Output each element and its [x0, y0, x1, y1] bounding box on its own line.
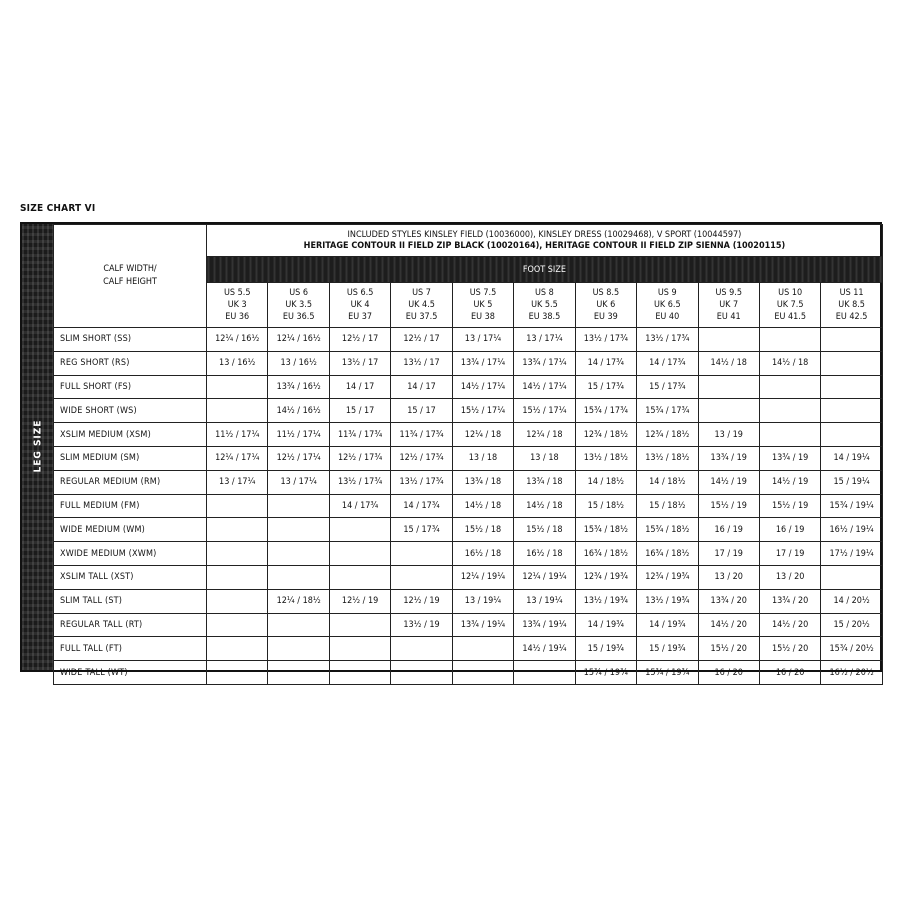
table-cell: 13 / 20: [698, 565, 759, 589]
table-cell: 12½ / 17: [329, 328, 390, 352]
table-cell: 15¾ / 17¾: [637, 399, 698, 423]
table-cell: 14½ / 19: [759, 470, 820, 494]
foot-size-column-header: [514, 283, 575, 328]
table-cell: 12¼ / 18: [514, 423, 575, 447]
table-row: [54, 375, 883, 399]
table-cell: [329, 565, 390, 589]
table-cell: 11½ / 17¼: [207, 423, 268, 447]
foot-size-column-header: [759, 283, 820, 328]
table-cell: 13 / 17¼: [268, 470, 329, 494]
table-cell: 13¾ / 19¼: [452, 613, 513, 637]
table-cell: [329, 542, 390, 566]
table-cell: 14 / 17: [329, 375, 390, 399]
table-cell: 14½ / 20: [698, 613, 759, 637]
foot-size-us: US 5.5: [223, 288, 251, 298]
table-cell: 15 / 19¾: [637, 637, 698, 661]
table-cell: 12½ / 19: [391, 589, 452, 613]
table-cell: 14½ / 20: [759, 613, 820, 637]
table-row: [54, 637, 883, 661]
table-row: [54, 589, 883, 613]
table-cell: 14 / 19¾: [575, 613, 636, 637]
table-cell: 15 / 17¾: [575, 375, 636, 399]
calf-size-label: REGULAR TALL (RT): [54, 613, 207, 637]
table-cell: [207, 375, 268, 399]
table-cell: 13 / 19¼: [452, 589, 513, 613]
foot-size-uk: UK 6: [596, 300, 616, 310]
table-cell: 13 / 16½: [207, 351, 268, 375]
table-cell: 12¼ / 18½: [268, 589, 329, 613]
table-cell: [759, 328, 820, 352]
table-cell: [698, 375, 759, 399]
table-cell: 15 / 17¾: [637, 375, 698, 399]
table-cell: [329, 613, 390, 637]
foot-size-uk: UK 6.5: [653, 300, 681, 310]
foot-size-eu: EU 36.5: [282, 312, 315, 322]
table-cell: 13½ / 18½: [637, 446, 698, 470]
table-cell: [391, 661, 452, 685]
table-cell: [268, 637, 329, 661]
table-cell: 13¾ / 17¼: [514, 351, 575, 375]
table-cell: [268, 542, 329, 566]
table-row: [54, 565, 883, 589]
table-cell: [821, 399, 883, 423]
table-cell: 14 / 18½: [575, 470, 636, 494]
table-cell: 17 / 19: [698, 542, 759, 566]
table-cell: 15½ / 20: [759, 637, 820, 661]
table-cell: 12½ / 17¾: [391, 446, 452, 470]
table-cell: [329, 518, 390, 542]
table-cell: 15 / 17: [329, 399, 390, 423]
table-cell: 13½ / 19¾: [637, 589, 698, 613]
foot-size-us: US 7: [412, 288, 431, 298]
foot-size-column-header: [329, 283, 390, 328]
table-cell: 16½ / 19¼: [821, 518, 883, 542]
table-cell: 14 / 17: [391, 375, 452, 399]
leg-size-band: [22, 224, 53, 670]
foot-size-column-header: [268, 283, 329, 328]
calf-size-label: REG SHORT (RS): [54, 351, 207, 375]
table-cell: [759, 399, 820, 423]
table-cell: 12¾ / 18½: [637, 423, 698, 447]
table-cell: 13½ / 17¾: [637, 328, 698, 352]
table-cell: 14 / 20½: [821, 589, 883, 613]
table-cell: 15¾ / 18½: [637, 518, 698, 542]
table-cell: 13¾ / 18: [514, 470, 575, 494]
foot-size-eu: EU 40: [655, 312, 680, 322]
table-cell: 15½ / 17¼: [514, 399, 575, 423]
table-cell: 14½ / 19¼: [514, 637, 575, 661]
foot-size-eu: EU 39: [593, 312, 618, 322]
table-row: [54, 423, 883, 447]
table-cell: 11½ / 17¼: [268, 423, 329, 447]
table-cell: 15 / 19¾: [575, 637, 636, 661]
included-styles-line2: HERITAGE CONTOUR II FIELD ZIP BLACK (10020164), HERITAGE CONTOUR II FIELD ZIP SIENNA (10020115): [303, 240, 786, 251]
table-cell: 15½ / 18: [514, 518, 575, 542]
table-cell: [268, 613, 329, 637]
calf-header: [54, 225, 207, 328]
calf-size-label: XSLIM TALL (XST): [54, 565, 207, 589]
table-cell: 12½ / 17¾: [329, 446, 390, 470]
table-cell: [391, 637, 452, 661]
table-cell: 16¾ / 18½: [637, 542, 698, 566]
table-row: [54, 351, 883, 375]
table-cell: [268, 661, 329, 685]
table-cell: [452, 637, 513, 661]
table-cell: 14 / 18½: [637, 470, 698, 494]
foot-size-column-header: [575, 283, 636, 328]
foot-size-us: US 11: [839, 288, 864, 298]
table-cell: 12¼ / 19¼: [514, 565, 575, 589]
table-cell: 12¼ / 16½: [268, 328, 329, 352]
table-cell: 14 / 17¾: [637, 351, 698, 375]
leg-size-label: LEG SIZE: [32, 419, 43, 473]
foot-size-eu: EU 38: [471, 312, 495, 322]
foot-size-us: US 8: [535, 288, 554, 298]
table-cell: 13 / 17¼: [452, 328, 513, 352]
table-row: [54, 613, 883, 637]
table-cell: [329, 637, 390, 661]
table-cell: [207, 542, 268, 566]
calf-size-label: REGULAR MEDIUM (RM): [54, 470, 207, 494]
calf-header-line1: CALF WIDTH/: [103, 264, 157, 274]
table-cell: 15 / 20½: [821, 613, 883, 637]
table-cell: 12¼ / 18: [452, 423, 513, 447]
foot-size-us: US 9: [657, 288, 677, 298]
table-cell: [821, 328, 883, 352]
foot-size-us: US 9.5: [715, 288, 742, 298]
table-cell: 15 / 17¾: [391, 518, 452, 542]
table-cell: 14 / 17¾: [575, 351, 636, 375]
table-row: [54, 446, 883, 470]
table-cell: 13 / 18: [514, 446, 575, 470]
table-cell: 14½ / 18: [759, 351, 820, 375]
table-cell: 13 / 19: [698, 423, 759, 447]
table-cell: 15¾ / 17¾: [575, 399, 636, 423]
table-cell: 13¾ / 19: [698, 446, 759, 470]
table-cell: 13½ / 17: [329, 351, 390, 375]
table-cell: 13 / 20: [759, 565, 820, 589]
foot-size-us: US 10: [778, 288, 803, 298]
table-row: [54, 328, 883, 352]
foot-size-header: FOOT SIZE: [207, 257, 883, 283]
foot-size-column-header: [391, 283, 452, 328]
included-styles-line1: INCLUDED STYLES KINSLEY FIELD (10036000), KINSLEY DRESS (10029468), V SPORT (10044597): [347, 229, 742, 240]
foot-size-uk: UK 4.5: [408, 300, 435, 310]
table-cell: 12¾ / 19¾: [637, 565, 698, 589]
table-cell: [514, 661, 575, 685]
table-cell: 15½ / 19: [759, 494, 820, 518]
table-cell: 12½ / 17¼: [268, 446, 329, 470]
foot-size-uk: UK 5: [473, 300, 493, 310]
calf-size-label: WIDE MEDIUM (WM): [54, 518, 207, 542]
size-chart-frame: [20, 222, 882, 678]
table-cell: 13½ / 19¾: [575, 589, 636, 613]
table-cell: 13¾ / 18: [452, 470, 513, 494]
table-cell: 14½ / 17¼: [514, 375, 575, 399]
foot-size-column-header: [637, 283, 698, 328]
table-cell: 16 / 19: [759, 518, 820, 542]
calf-size-label: SLIM TALL (ST): [54, 589, 207, 613]
table-cell: 13 / 17¼: [514, 328, 575, 352]
table-cell: 11¾ / 17¾: [391, 423, 452, 447]
table-cell: 15 / 18½: [637, 494, 698, 518]
table-cell: 13½ / 17¾: [329, 470, 390, 494]
table-cell: [207, 637, 268, 661]
calf-size-label: SLIM MEDIUM (SM): [54, 446, 207, 470]
table-cell: 12½ / 17: [391, 328, 452, 352]
calf-size-label: XSLIM MEDIUM (XSM): [54, 423, 207, 447]
table-cell: [268, 565, 329, 589]
table-cell: 13½ / 19: [391, 613, 452, 637]
included-styles: [207, 225, 883, 257]
table-cell: 13¾ / 20: [698, 589, 759, 613]
foot-size-uk: UK 7.5: [776, 300, 804, 310]
foot-size-uk: UK 5.5: [531, 300, 558, 310]
table-cell: 13½ / 17: [391, 351, 452, 375]
table-cell: 12¾ / 19¾: [575, 565, 636, 589]
table-cell: 13¾ / 19¼: [514, 613, 575, 637]
foot-size-eu: EU 41: [716, 312, 741, 322]
table-cell: 16½ / 18: [452, 542, 513, 566]
table-cell: 13 / 19¼: [514, 589, 575, 613]
foot-size-eu: EU 36: [225, 312, 250, 322]
table-cell: 14½ / 16½: [268, 399, 329, 423]
table-cell: 17½ / 19¼: [821, 542, 883, 566]
table-cell: 11¾ / 17¾: [329, 423, 390, 447]
table-cell: 13¾ / 19: [759, 446, 820, 470]
calf-size-label: WIDE SHORT (WS): [54, 399, 207, 423]
table-cell: [391, 565, 452, 589]
foot-size-uk: UK 7: [719, 300, 739, 310]
table-row: [54, 470, 883, 494]
table-cell: 14 / 17¾: [329, 494, 390, 518]
table-row: [54, 542, 883, 566]
foot-size-column-header: [821, 283, 883, 328]
foot-size-eu: EU 42.5: [835, 312, 868, 322]
table-cell: [452, 661, 513, 685]
calf-size-label: WIDE TALL (WT): [54, 661, 207, 685]
table-cell: [207, 494, 268, 518]
table-row: [54, 399, 883, 423]
foot-size-uk: UK 4: [350, 300, 370, 310]
foot-size-column-header: [452, 283, 513, 328]
table-cell: 13 / 17¼: [207, 470, 268, 494]
foot-size-uk: UK 3.5: [285, 300, 312, 310]
table-cell: 16½ / 18: [514, 542, 575, 566]
table-cell: 15½ / 18: [452, 518, 513, 542]
table-cell: [207, 518, 268, 542]
chart-title: SIZE CHART VI: [20, 203, 96, 214]
table-cell: [268, 518, 329, 542]
table-cell: [391, 542, 452, 566]
table-cell: 13¾ / 20: [759, 589, 820, 613]
table-cell: 12¼ / 17¼: [207, 446, 268, 470]
table-cell: 13½ / 17¾: [575, 328, 636, 352]
table-cell: [268, 494, 329, 518]
table-cell: 13 / 18: [452, 446, 513, 470]
calf-size-label: FULL TALL (FT): [54, 637, 207, 661]
table-cell: 16 / 20: [759, 661, 820, 685]
calf-size-label: XWIDE MEDIUM (XWM): [54, 542, 207, 566]
table-cell: 13 / 16½: [268, 351, 329, 375]
calf-size-label: FULL MEDIUM (FM): [54, 494, 207, 518]
table-cell: 16 / 19: [698, 518, 759, 542]
table-cell: [821, 423, 883, 447]
foot-size-us: US 6: [289, 288, 309, 298]
table-cell: 15 / 18½: [575, 494, 636, 518]
table-row: [54, 494, 883, 518]
table-cell: [821, 375, 883, 399]
foot-size-eu: EU 38.5: [528, 312, 561, 322]
table-cell: [207, 565, 268, 589]
table-cell: 16½ / 20½: [821, 661, 883, 685]
foot-size-uk: UK 8.5: [838, 300, 865, 310]
foot-size-us: US 6.5: [346, 288, 374, 298]
table-cell: 14½ / 19: [698, 470, 759, 494]
table-cell: 12¼ / 16½: [207, 328, 268, 352]
foot-size-eu: EU 41.5: [774, 312, 806, 322]
table-cell: 16¾ / 18½: [575, 542, 636, 566]
foot-size-column-header: [207, 283, 268, 328]
table-cell: 12¼ / 19¼: [452, 565, 513, 589]
table-cell: 15¾ / 19¼: [821, 494, 883, 518]
table-cell: 12¾ / 18½: [575, 423, 636, 447]
table-cell: 15½ / 20: [698, 637, 759, 661]
size-chart-table: [53, 224, 883, 685]
table-cell: [698, 399, 759, 423]
table-cell: 15¾ / 18½: [575, 518, 636, 542]
foot-size-eu: EU 37: [348, 312, 373, 322]
table-cell: 15¾ / 19¾: [575, 661, 636, 685]
foot-size-us: US 8.5: [592, 288, 620, 298]
table-cell: 13½ / 17¾: [391, 470, 452, 494]
table-row: [54, 661, 883, 685]
table-row: [54, 518, 883, 542]
calf-size-label: SLIM SHORT (SS): [54, 328, 207, 352]
table-cell: 14½ / 18: [452, 494, 513, 518]
table-cell: 15 / 19¼: [821, 470, 883, 494]
table-cell: 14 / 19¼: [821, 446, 883, 470]
table-cell: [821, 351, 883, 375]
calf-header-line2: CALF HEIGHT: [103, 277, 157, 287]
foot-size-uk: UK 3: [227, 300, 247, 310]
foot-size-column-header: [698, 283, 759, 328]
table-cell: 15¾ / 20½: [821, 637, 883, 661]
foot-size-eu: EU 37.5: [405, 312, 438, 322]
table-cell: [207, 613, 268, 637]
table-cell: [759, 375, 820, 399]
table-cell: 13¾ / 16½: [268, 375, 329, 399]
calf-size-label: FULL SHORT (FS): [54, 375, 207, 399]
table-cell: 16 / 20: [698, 661, 759, 685]
table-cell: [207, 589, 268, 613]
table-cell: [329, 661, 390, 685]
table-cell: [821, 565, 883, 589]
table-cell: 15¾ / 19¾: [637, 661, 698, 685]
table-cell: 14½ / 18: [514, 494, 575, 518]
table-cell: [759, 423, 820, 447]
table-cell: 14 / 17¾: [391, 494, 452, 518]
table-cell: 13¾ / 17¼: [452, 351, 513, 375]
table-cell: [207, 661, 268, 685]
table-cell: 15½ / 19: [698, 494, 759, 518]
foot-size-us: US 7.5: [469, 288, 497, 298]
table-cell: 15½ / 17¼: [452, 399, 513, 423]
table-cell: 17 / 19: [759, 542, 820, 566]
table-cell: 12½ / 19: [329, 589, 390, 613]
table-cell: 15 / 17: [391, 399, 452, 423]
table-cell: 14½ / 18: [698, 351, 759, 375]
table-cell: [698, 328, 759, 352]
table-cell: [207, 399, 268, 423]
table-cell: 14 / 19¾: [637, 613, 698, 637]
table-cell: 14½ / 17¼: [452, 375, 513, 399]
table-cell: 13½ / 18½: [575, 446, 636, 470]
size-chart-body: [54, 328, 883, 685]
